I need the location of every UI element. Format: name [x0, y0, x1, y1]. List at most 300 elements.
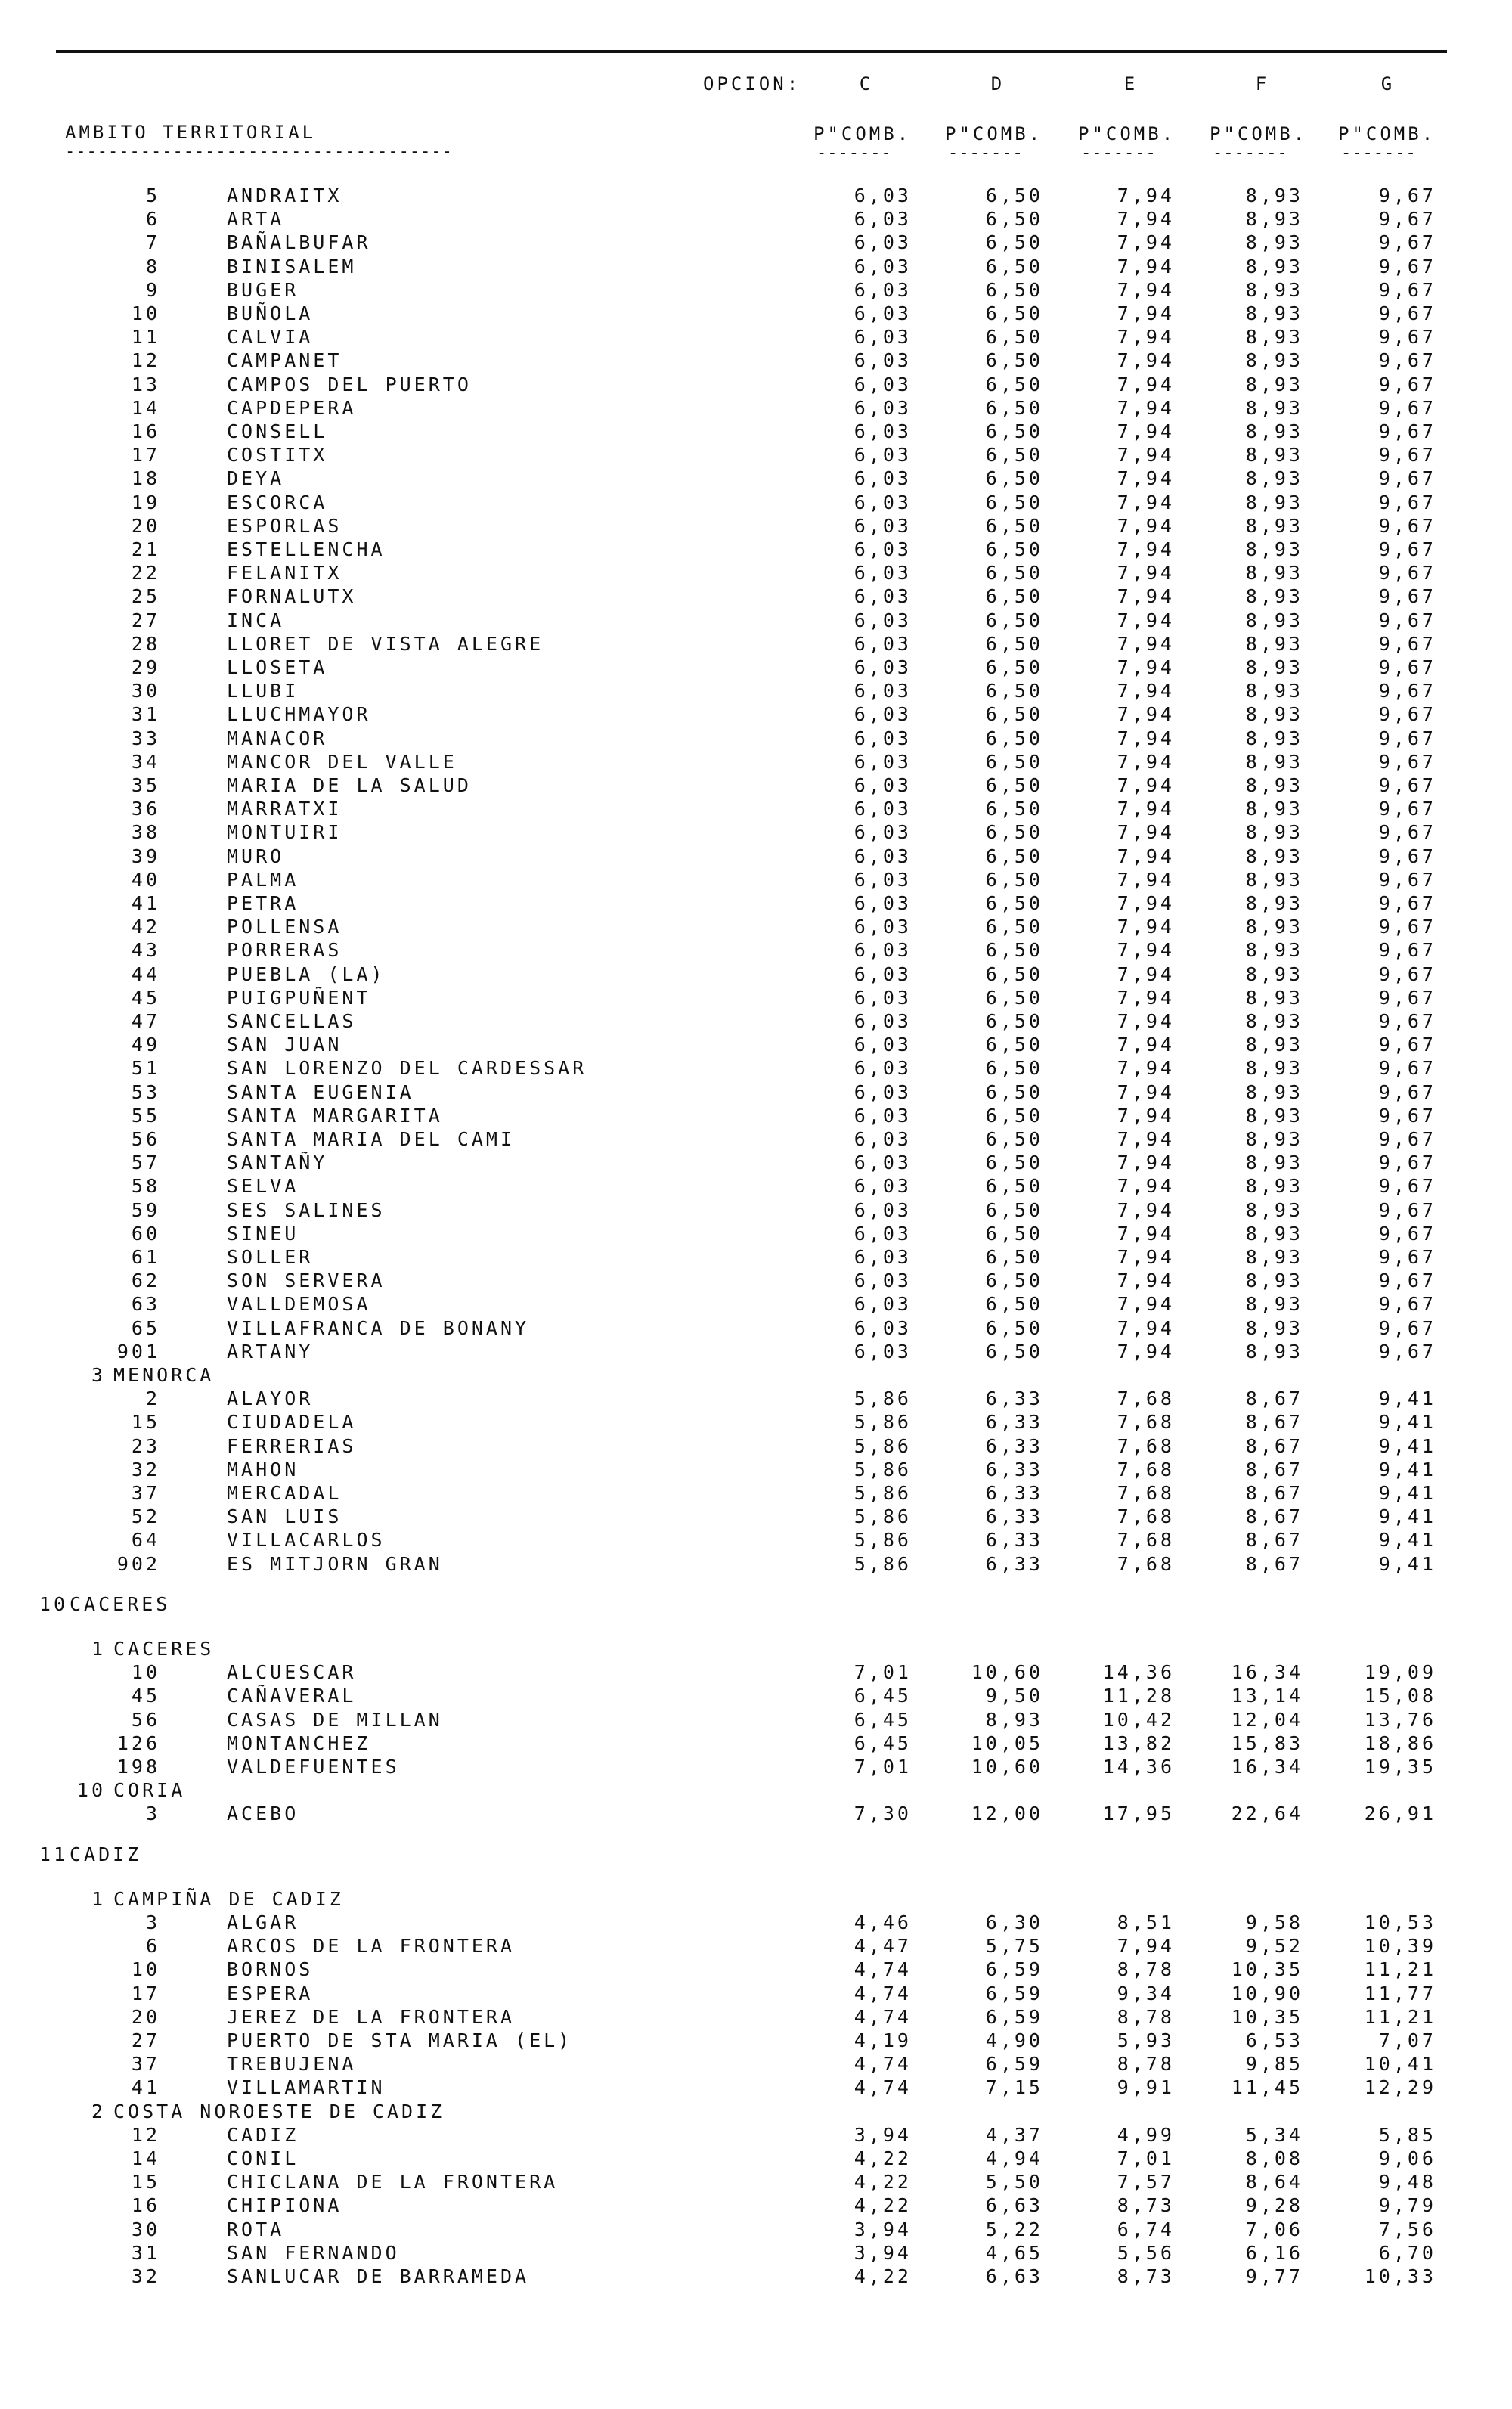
- municipality-name: FERRERIAS: [227, 1434, 357, 1457]
- municipality-code: 20: [131, 514, 160, 537]
- value-cell: 6,50: [985, 1198, 1043, 1221]
- municipality-name: SINEU: [227, 1222, 299, 1245]
- comarca-name: COSTA NOROESTE DE CADIZ: [113, 2100, 445, 2122]
- value-cell: 9,67: [1378, 278, 1436, 301]
- value-cell: 6,33: [985, 1458, 1043, 1480]
- value-cell: 6,03: [854, 1316, 912, 1339]
- value-cell: 22,64: [1231, 1803, 1303, 1825]
- value-cell: 9,41: [1378, 1529, 1436, 1552]
- municipality-code: 6: [145, 1935, 160, 1958]
- value-cell: 9,50: [985, 1685, 1043, 1707]
- value-cell: 8,67: [1245, 1482, 1303, 1504]
- value-cell: 9,67: [1378, 1246, 1436, 1268]
- value-cell: 9,67: [1378, 1152, 1436, 1174]
- value-cell: 9,67: [1378, 986, 1436, 1009]
- value-cell: 4,74: [854, 2076, 912, 2099]
- value-cell: 7,94: [1117, 1316, 1175, 1339]
- value-cell: 7,94: [1117, 916, 1175, 938]
- value-cell: 9,85: [1245, 2053, 1303, 2076]
- value-cell: 7,94: [1117, 680, 1175, 702]
- value-cell: 7,94: [1117, 373, 1175, 395]
- value-cell: 6,33: [985, 1505, 1043, 1528]
- value-cell: 4,22: [854, 2171, 912, 2194]
- value-cell: 6,50: [985, 396, 1043, 419]
- municipality-code: 28: [131, 632, 160, 655]
- municipality-code: 17: [131, 444, 160, 467]
- value-cell: 9,79: [1378, 2194, 1436, 2217]
- value-cell: 8,93: [1245, 420, 1303, 442]
- value-cell: 6,03: [854, 349, 912, 372]
- municipality-name: BORNOS: [227, 1958, 314, 1981]
- value-cell: 6,03: [854, 491, 912, 513]
- value-cell: 8,93: [1245, 916, 1303, 938]
- value-cell: 8,93: [1245, 774, 1303, 796]
- municipality-code: 56: [131, 1128, 160, 1150]
- value-cell: 7,06: [1245, 2218, 1303, 2240]
- value-cell: 9,91: [1117, 2076, 1175, 2099]
- value-cell: 10,42: [1102, 1708, 1175, 1731]
- municipality-name: MANACOR: [227, 727, 328, 749]
- municipality-name: CAMPOS DEL PUERTO: [227, 373, 472, 395]
- col-header-c: P"COMB.: [813, 123, 912, 144]
- value-cell: 9,67: [1378, 632, 1436, 655]
- municipality-name: SANCELLAS: [227, 1010, 357, 1032]
- value-cell: 5,86: [854, 1505, 912, 1528]
- value-cell: 6,03: [854, 916, 912, 938]
- municipality-name: PALMA: [227, 868, 299, 891]
- municipality-name: ESTELLENCHA: [227, 538, 386, 560]
- value-cell: 14,36: [1102, 1756, 1175, 1778]
- value-cell: 6,50: [985, 774, 1043, 796]
- value-cell: 9,67: [1378, 1270, 1436, 1292]
- value-cell: 6,50: [985, 1270, 1043, 1292]
- value-cell: 7,94: [1117, 1270, 1175, 1292]
- value-cell: 5,86: [854, 1552, 912, 1575]
- value-cell: 6,03: [854, 727, 912, 749]
- value-cell: 6,03: [854, 562, 912, 584]
- value-cell: 9,67: [1378, 868, 1436, 891]
- value-cell: 9,67: [1378, 562, 1436, 584]
- municipality-name: SANLUCAR DE BARRAMEDA: [227, 2265, 530, 2287]
- value-cell: 5,56: [1117, 2241, 1175, 2264]
- value-cell: 6,45: [854, 1685, 912, 1707]
- value-cell: 6,03: [854, 892, 912, 914]
- value-cell: 4,47: [854, 1935, 912, 1958]
- value-cell: 9,41: [1378, 1387, 1436, 1410]
- value-cell: 6,03: [854, 184, 912, 206]
- value-cell: 9,67: [1378, 727, 1436, 749]
- value-cell: 6,33: [985, 1529, 1043, 1552]
- province-name: CACERES: [70, 1592, 171, 1615]
- value-cell: 12,00: [971, 1803, 1043, 1825]
- value-cell: 6,03: [854, 444, 912, 467]
- value-cell: 5,93: [1117, 2029, 1175, 2051]
- municipality-name: ESCORCA: [227, 491, 328, 513]
- value-cell: 7,56: [1378, 2218, 1436, 2240]
- municipality-code: 41: [131, 892, 160, 914]
- value-cell: 6,50: [985, 302, 1043, 324]
- value-cell: 9,67: [1378, 326, 1436, 349]
- value-cell: 6,03: [854, 302, 912, 324]
- municipality-code: 17: [131, 1982, 160, 2004]
- value-cell: 6,33: [985, 1411, 1043, 1434]
- municipality-name: LLOSETA: [227, 656, 328, 678]
- municipality-code: 14: [131, 396, 160, 419]
- value-cell: 7,94: [1117, 467, 1175, 490]
- municipality-name: BAÑALBUFAR: [227, 231, 371, 254]
- value-cell: 8,67: [1245, 1552, 1303, 1575]
- value-cell: 12,04: [1231, 1708, 1303, 1731]
- municipality-name: PUEBLA (LA): [227, 963, 386, 985]
- value-cell: 4,74: [854, 1982, 912, 2004]
- municipality-name: SOLLER: [227, 1246, 314, 1268]
- value-cell: 6,50: [985, 821, 1043, 844]
- value-cell: 7,01: [854, 1661, 912, 1684]
- municipality-code: 16: [131, 420, 160, 442]
- value-cell: 7,94: [1117, 632, 1175, 655]
- value-cell: 8,93: [985, 1708, 1043, 1731]
- col-header-d: P"COMB.: [945, 123, 1043, 144]
- value-cell: 7,94: [1117, 538, 1175, 560]
- value-cell: 7,94: [1117, 444, 1175, 467]
- value-cell: 7,94: [1117, 774, 1175, 796]
- municipality-code: 3: [145, 1911, 160, 1933]
- value-cell: 8,93: [1245, 491, 1303, 513]
- value-cell: 9,41: [1378, 1552, 1436, 1575]
- value-cell: 9,67: [1378, 1316, 1436, 1339]
- value-cell: 9,67: [1378, 373, 1436, 395]
- value-cell: 8,78: [1117, 1958, 1175, 1981]
- municipality-code: 40: [131, 868, 160, 891]
- value-cell: 8,93: [1245, 467, 1303, 490]
- value-cell: 4,74: [854, 2053, 912, 2076]
- municipality-name: SAN JUAN: [227, 1034, 342, 1056]
- value-cell: 9,67: [1378, 1057, 1436, 1080]
- municipality-code: 31: [131, 703, 160, 726]
- col-dash-c: -------: [816, 144, 892, 163]
- value-cell: 6,50: [985, 1080, 1043, 1103]
- municipality-name: ACEBO: [227, 1803, 299, 1825]
- municipality-name: SES SALINES: [227, 1198, 386, 1221]
- value-cell: 4,74: [854, 2005, 912, 2028]
- value-cell: 7,94: [1117, 821, 1175, 844]
- municipality-code: 22: [131, 562, 160, 584]
- value-cell: 6,50: [985, 1128, 1043, 1150]
- province-code: 11: [39, 1843, 68, 1865]
- municipality-code: 38: [131, 821, 160, 844]
- comarca-name: MENORCA: [113, 1364, 215, 1386]
- value-cell: 8,51: [1117, 1911, 1175, 1933]
- value-cell: 6,03: [854, 326, 912, 349]
- value-cell: 7,94: [1117, 939, 1175, 962]
- value-cell: 11,28: [1102, 1685, 1175, 1707]
- value-cell: 8,93: [1245, 1152, 1303, 1174]
- value-cell: 8,93: [1245, 278, 1303, 301]
- value-cell: 6,45: [854, 1732, 912, 1754]
- municipality-code: 61: [131, 1246, 160, 1268]
- value-cell: 8,93: [1245, 1222, 1303, 1245]
- value-cell: 10,60: [971, 1756, 1043, 1778]
- municipality-name: PUERTO DE STA MARIA (EL): [227, 2029, 573, 2051]
- value-cell: 6,03: [854, 538, 912, 560]
- value-cell: 13,14: [1231, 1685, 1303, 1707]
- municipality-code: 12: [131, 2123, 160, 2146]
- value-cell: 6,50: [985, 1316, 1043, 1339]
- municipality-code: 59: [131, 1198, 160, 1221]
- municipality-code: 21: [131, 538, 160, 560]
- municipality-code: 64: [131, 1529, 160, 1552]
- municipality-name: TREBUJENA: [227, 2053, 357, 2076]
- value-cell: 7,94: [1117, 868, 1175, 891]
- value-cell: 9,67: [1378, 821, 1436, 844]
- municipality-name: CONIL: [227, 2147, 299, 2169]
- value-cell: 8,93: [1245, 632, 1303, 655]
- value-cell: 7,94: [1117, 892, 1175, 914]
- value-cell: 7,94: [1117, 302, 1175, 324]
- municipality-name: ALGAR: [227, 1911, 299, 1933]
- municipality-code: 30: [131, 680, 160, 702]
- value-cell: 7,57: [1117, 2171, 1175, 2194]
- value-cell: 16,34: [1231, 1756, 1303, 1778]
- value-cell: 9,67: [1378, 1175, 1436, 1198]
- option-d: D: [990, 73, 1005, 95]
- value-cell: 5,34: [1245, 2123, 1303, 2146]
- municipality-name: MONTANCHEZ: [227, 1732, 371, 1754]
- value-cell: 3,94: [854, 2123, 912, 2146]
- value-cell: 7,94: [1117, 656, 1175, 678]
- municipality-name: VILLAFRANCA DE BONANY: [227, 1316, 530, 1339]
- value-cell: 6,50: [985, 1010, 1043, 1032]
- value-cell: 9,77: [1245, 2265, 1303, 2287]
- value-cell: 6,03: [854, 939, 912, 962]
- value-cell: 6,33: [985, 1482, 1043, 1504]
- value-cell: 6,03: [854, 798, 912, 820]
- value-cell: 6,03: [854, 208, 912, 231]
- value-cell: 6,50: [985, 491, 1043, 513]
- comarca-name: CACERES: [113, 1638, 215, 1660]
- value-cell: 9,67: [1378, 1104, 1436, 1127]
- municipality-name: CAMPANET: [227, 349, 342, 372]
- municipality-code: 60: [131, 1222, 160, 1245]
- municipality-code: 18: [131, 467, 160, 490]
- value-cell: 5,86: [854, 1482, 912, 1504]
- value-cell: 11,21: [1364, 2005, 1436, 2028]
- municipality-name: SAN LUIS: [227, 1505, 342, 1528]
- value-cell: 5,86: [854, 1411, 912, 1434]
- value-cell: 8,93: [1245, 585, 1303, 608]
- value-cell: 7,94: [1117, 1935, 1175, 1958]
- value-cell: 8,93: [1245, 208, 1303, 231]
- col-dash-g: -------: [1341, 144, 1417, 163]
- value-cell: 6,30: [985, 1911, 1043, 1933]
- municipality-code: 53: [131, 1080, 160, 1103]
- option-g: G: [1380, 73, 1396, 95]
- province-code: 10: [39, 1592, 68, 1615]
- value-cell: 9,67: [1378, 1340, 1436, 1363]
- value-cell: 14,36: [1102, 1661, 1175, 1684]
- value-cell: 6,50: [985, 184, 1043, 206]
- value-cell: 6,59: [985, 2005, 1043, 2028]
- value-cell: 8,93: [1245, 184, 1303, 206]
- municipality-code: 37: [131, 1482, 160, 1504]
- municipality-name: POLLENSA: [227, 916, 342, 938]
- value-cell: 6,03: [854, 1080, 912, 1103]
- municipality-code: 30: [131, 2218, 160, 2240]
- value-cell: 9,67: [1378, 750, 1436, 773]
- value-cell: 7,15: [985, 2076, 1043, 2099]
- option-c: C: [859, 73, 874, 95]
- municipality-code: 27: [131, 2029, 160, 2051]
- value-cell: 6,59: [985, 2053, 1043, 2076]
- value-cell: 9,67: [1378, 939, 1436, 962]
- value-cell: 6,53: [1245, 2029, 1303, 2051]
- municipality-name: SANTA MARGARITA: [227, 1104, 443, 1127]
- value-cell: 4,46: [854, 1911, 912, 1933]
- municipality-code: 32: [131, 2265, 160, 2287]
- value-cell: 6,50: [985, 1175, 1043, 1198]
- value-cell: 12,29: [1364, 2076, 1436, 2099]
- value-cell: 7,94: [1117, 986, 1175, 1009]
- value-cell: 8,93: [1245, 821, 1303, 844]
- value-cell: 17,95: [1102, 1803, 1175, 1825]
- value-cell: 10,90: [1231, 1982, 1303, 2004]
- value-cell: 8,93: [1245, 963, 1303, 985]
- municipality-name: MANCOR DEL VALLE: [227, 750, 457, 773]
- ambito-label: AMBITO TERRITORIAL: [65, 122, 317, 143]
- value-cell: 9,67: [1378, 231, 1436, 254]
- value-cell: 8,93: [1245, 703, 1303, 726]
- value-cell: 8,93: [1245, 1316, 1303, 1339]
- value-cell: 6,50: [985, 727, 1043, 749]
- municipality-name: PORRERAS: [227, 939, 342, 962]
- value-cell: 6,03: [854, 585, 912, 608]
- value-cell: 8,93: [1245, 1128, 1303, 1150]
- value-cell: 6,03: [854, 821, 912, 844]
- opcion-label: OPCION:: [703, 73, 801, 95]
- value-cell: 9,41: [1378, 1458, 1436, 1480]
- municipality-name: CADIZ: [227, 2123, 299, 2146]
- value-cell: 6,63: [985, 2194, 1043, 2217]
- value-cell: 9,67: [1378, 1080, 1436, 1103]
- value-cell: 6,03: [854, 396, 912, 419]
- value-cell: 6,03: [854, 1246, 912, 1268]
- value-cell: 8,93: [1245, 326, 1303, 349]
- value-cell: 6,50: [985, 986, 1043, 1009]
- value-cell: 19,09: [1364, 1661, 1436, 1684]
- value-cell: 8,93: [1245, 444, 1303, 467]
- municipality-name: SAN LORENZO DEL CARDESSAR: [227, 1057, 587, 1080]
- value-cell: 6,03: [854, 609, 912, 631]
- value-cell: 7,94: [1117, 1246, 1175, 1268]
- value-cell: 6,03: [854, 278, 912, 301]
- value-cell: 9,06: [1378, 2147, 1436, 2169]
- value-cell: 6,33: [985, 1434, 1043, 1457]
- value-cell: 19,35: [1364, 1756, 1436, 1778]
- value-cell: 9,67: [1378, 680, 1436, 702]
- value-cell: 6,50: [985, 467, 1043, 490]
- value-cell: 7,94: [1117, 184, 1175, 206]
- value-cell: 4,19: [854, 2029, 912, 2051]
- municipality-name: JEREZ DE LA FRONTERA: [227, 2005, 516, 2028]
- municipality-name: SANTA MARIA DEL CAMI: [227, 1128, 516, 1150]
- value-cell: 8,93: [1245, 750, 1303, 773]
- municipality-name: CAPDEPERA: [227, 396, 357, 419]
- municipality-name: CAÑAVERAL: [227, 1685, 357, 1707]
- value-cell: 8,67: [1245, 1387, 1303, 1410]
- col-dash-f: -------: [1213, 144, 1288, 163]
- comarca-name: CORIA: [113, 1779, 186, 1802]
- value-cell: 7,68: [1117, 1552, 1175, 1575]
- value-cell: 6,50: [985, 963, 1043, 985]
- value-cell: 18,86: [1364, 1732, 1436, 1754]
- value-cell: 7,94: [1117, 1175, 1175, 1198]
- value-cell: 5,85: [1378, 2123, 1436, 2146]
- value-cell: 5,86: [854, 1458, 912, 1480]
- municipality-code: 35: [131, 774, 160, 796]
- municipality-name: COSTITX: [227, 444, 328, 467]
- value-cell: 16,34: [1231, 1661, 1303, 1684]
- value-cell: 8,67: [1245, 1505, 1303, 1528]
- value-cell: 6,50: [985, 1057, 1043, 1080]
- col-header-f: P"COMB.: [1210, 123, 1308, 144]
- municipality-name: ANDRAITX: [227, 184, 342, 206]
- municipality-code: 58: [131, 1175, 160, 1198]
- value-cell: 11,21: [1364, 1958, 1436, 1981]
- value-cell: 6,59: [985, 1958, 1043, 1981]
- value-cell: 9,67: [1378, 514, 1436, 537]
- municipality-code: 42: [131, 916, 160, 938]
- municipality-name: ARCOS DE LA FRONTERA: [227, 1935, 516, 1958]
- value-cell: 7,68: [1117, 1529, 1175, 1552]
- value-cell: 7,94: [1117, 1340, 1175, 1363]
- value-cell: 6,50: [985, 609, 1043, 631]
- value-cell: 6,03: [854, 1175, 912, 1198]
- value-cell: 7,94: [1117, 1293, 1175, 1316]
- municipality-code: 2: [145, 1387, 160, 1410]
- value-cell: 5,75: [985, 1935, 1043, 1958]
- value-cell: 9,67: [1378, 396, 1436, 419]
- municipality-code: 51: [131, 1057, 160, 1080]
- municipality-code: 62: [131, 1270, 160, 1292]
- value-cell: 7,94: [1117, 491, 1175, 513]
- municipality-code: 45: [131, 1685, 160, 1707]
- municipality-name: PUIGPUÑENT: [227, 986, 371, 1009]
- ambito-underline: ------------------------------------: [65, 142, 453, 161]
- value-cell: 9,67: [1378, 349, 1436, 372]
- value-cell: 8,93: [1245, 680, 1303, 702]
- municipality-name: ESPORLAS: [227, 514, 342, 537]
- value-cell: 8,93: [1245, 1340, 1303, 1363]
- value-cell: 8,93: [1245, 1198, 1303, 1221]
- value-cell: 7,94: [1117, 1198, 1175, 1221]
- value-cell: 6,03: [854, 963, 912, 985]
- value-cell: 8,64: [1245, 2171, 1303, 2194]
- value-cell: 7,94: [1117, 1104, 1175, 1127]
- value-cell: 7,30: [854, 1803, 912, 1825]
- value-cell: 9,67: [1378, 703, 1436, 726]
- municipality-name: ALAYOR: [227, 1387, 314, 1410]
- value-cell: 7,94: [1117, 750, 1175, 773]
- municipality-code: 25: [131, 585, 160, 608]
- value-cell: 7,68: [1117, 1387, 1175, 1410]
- value-cell: 7,07: [1378, 2029, 1436, 2051]
- value-cell: 8,93: [1245, 1175, 1303, 1198]
- value-cell: 9,67: [1378, 1293, 1436, 1316]
- value-cell: 4,65: [985, 2241, 1043, 2264]
- municipality-name: VALLDEMOSA: [227, 1293, 371, 1316]
- value-cell: 7,94: [1117, 326, 1175, 349]
- municipality-name: FELANITX: [227, 562, 342, 584]
